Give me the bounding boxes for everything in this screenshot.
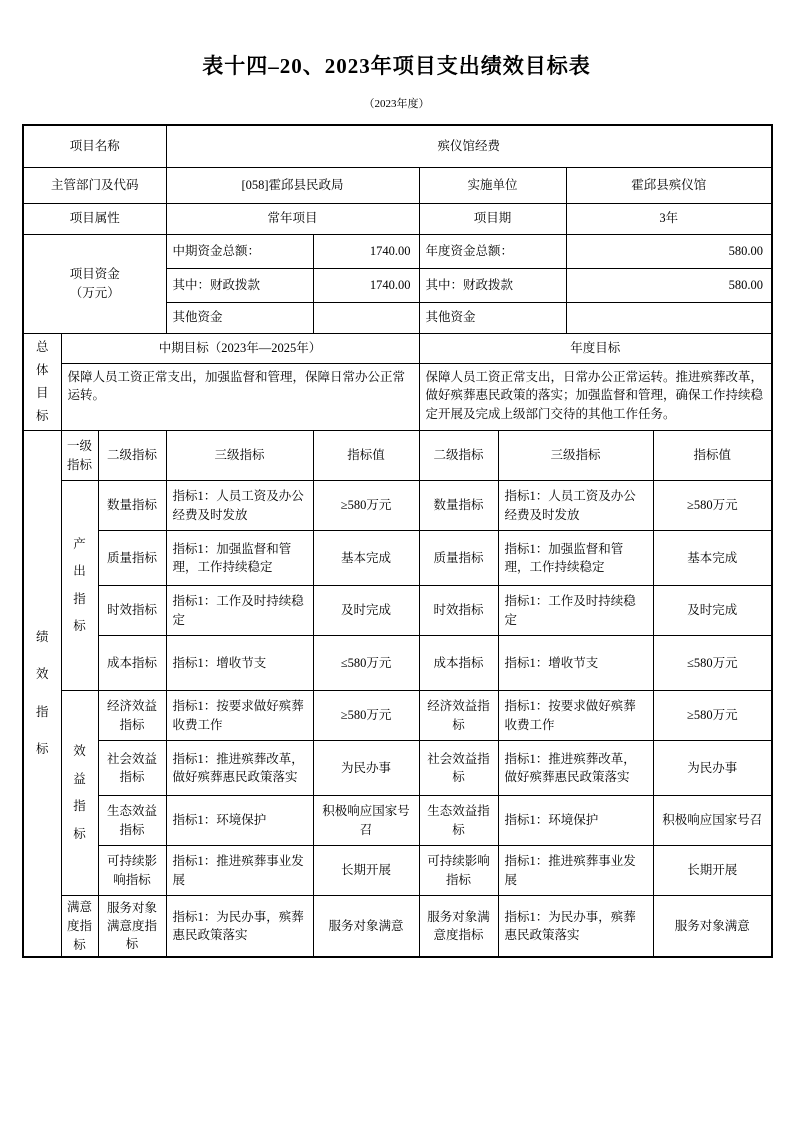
mid-goal-text: 保障人员工资正常支出，加强监督和管理，保障日常办公正常运转。: [61, 364, 419, 431]
mid-other-value: [313, 302, 419, 333]
overall-goal-label: 总体目标: [23, 333, 61, 431]
ind-r2: 生态效益指标: [419, 796, 498, 846]
page-title: 表十四–20、2023年项目支出绩效目标表: [202, 54, 591, 78]
ind-rvalue: 积极响应国家号召: [653, 796, 772, 846]
project-attribute-value: 常年项目: [166, 203, 419, 234]
annual-fiscal-value: 580.00: [566, 268, 772, 302]
level1-output: 产出指标: [61, 481, 98, 691]
ind-l3: 指标1：为民办事，殡葬惠民政策落实: [166, 896, 313, 958]
ind-value: 服务对象满意: [313, 896, 419, 958]
performance-target-table: [22, 124, 773, 958]
ind-r2: 服务对象满意度指标: [419, 896, 498, 958]
ind-l3: 指标1：按要求做好殡葬收费工作: [166, 691, 313, 741]
mid-total-value: 1740.00: [313, 234, 419, 268]
ind-rvalue: 长期开展: [653, 846, 772, 896]
ind-l2: 可持续影响指标: [98, 846, 166, 896]
level1-satisfaction: 满意度指标: [61, 896, 98, 958]
ind-r2: 经济效益指标: [419, 691, 498, 741]
ind-r2: 时效指标: [419, 586, 498, 636]
annual-goal-text: 保障人员工资正常支出，日常办公正常运转。推进殡葬改革，做好殡葬惠民政策的落实；加强监督和管理，确保工作持续稳定开展及完成上级部门交待的其他工作任务。: [419, 364, 772, 431]
ind-l2: 质量指标: [98, 531, 166, 586]
perf-header-level2-left: 二级指标: [98, 431, 166, 481]
mid-goal-header: 中期目标（2023年—2025年）: [61, 333, 419, 364]
ind-value: 及时完成: [313, 586, 419, 636]
dept-code-label: 主管部门及代码: [23, 167, 166, 203]
ind-rvalue: 服务对象满意: [653, 896, 772, 958]
ind-l2: 数量指标: [98, 481, 166, 531]
annual-fiscal-label: 其中：财政拨款: [419, 268, 566, 302]
ind-l3: 指标1：推进殡葬改革，做好殡葬惠民政策落实: [166, 741, 313, 796]
dept-code-value: [058]霍邱县民政局: [166, 167, 419, 203]
mid-fiscal-label: 其中：财政拨款: [166, 268, 313, 302]
ind-r3: 指标1：推进殡葬改革，做好殡葬惠民政策落实: [498, 741, 653, 796]
perf-header-value-right: 指标值: [653, 431, 772, 481]
ind-r3: 指标1：增收节支: [498, 636, 653, 691]
page-subtitle: （2023年度）: [363, 98, 430, 110]
ind-r2: 社会效益指标: [419, 741, 498, 796]
ind-r2: 可持续影响指标: [419, 846, 498, 896]
funds-label: [23, 234, 166, 333]
ind-r2: 成本指标: [419, 636, 498, 691]
impl-unit-value: 霍邱县殡仪馆: [566, 167, 772, 203]
ind-rvalue: 为民办事: [653, 741, 772, 796]
ind-l3: 指标1：推进殡葬事业发展: [166, 846, 313, 896]
annual-total-label: 年度资金总额：: [419, 234, 566, 268]
ind-rvalue: ≥580万元: [653, 691, 772, 741]
annual-total-value: 580.00: [566, 234, 772, 268]
ind-r3: 指标1：按要求做好殡葬收费工作: [498, 691, 653, 741]
ind-r2: 质量指标: [419, 531, 498, 586]
ind-value: ≥580万元: [313, 691, 419, 741]
ind-l2: 社会效益指标: [98, 741, 166, 796]
ind-r3: 指标1：加强监督和管理，工作持续稳定: [498, 531, 653, 586]
mid-fiscal-value: 1740.00: [313, 268, 419, 302]
mid-other-label: 其他资金: [166, 302, 313, 333]
ind-l2: 成本指标: [98, 636, 166, 691]
ind-l3: 指标1：工作及时持续稳定: [166, 586, 313, 636]
ind-l2: 生态效益指标: [98, 796, 166, 846]
ind-value: 为民办事: [313, 741, 419, 796]
ind-value: 积极响应国家号召: [313, 796, 419, 846]
ind-l2: 时效指标: [98, 586, 166, 636]
ind-value: 长期开展: [313, 846, 419, 896]
project-attribute-label: 项目属性: [23, 203, 166, 234]
ind-rvalue: 及时完成: [653, 586, 772, 636]
ind-l3: 指标1：人员工资及办公经费及时发放: [166, 481, 313, 531]
funds-label-line1: 项目资金: [69, 267, 120, 282]
perf-header-level3-right: 三级指标: [498, 431, 653, 481]
annual-other-label: 其他资金: [419, 302, 566, 333]
ind-r3: 指标1：环境保护: [498, 796, 653, 846]
annual-other-value: [566, 302, 772, 333]
ind-l3: 指标1：环境保护: [166, 796, 313, 846]
ind-rvalue: ≤580万元: [653, 636, 772, 691]
funds-label-line2: （万元）: [69, 285, 120, 300]
mid-total-label: 中期资金总额：: [166, 234, 313, 268]
project-period-label: 项目期: [419, 203, 566, 234]
perf-header-value-left: 指标值: [313, 431, 419, 481]
ind-rvalue: 基本完成: [653, 531, 772, 586]
impl-unit-label: 实施单位: [419, 167, 566, 203]
ind-l2: 服务对象满意度指标: [98, 896, 166, 958]
project-name-label: 项目名称: [23, 125, 166, 167]
perf-header-level3-left: 三级指标: [166, 431, 313, 481]
ind-value: 基本完成: [313, 531, 419, 586]
ind-r3: 指标1：工作及时持续稳定: [498, 586, 653, 636]
ind-r3: 指标1：为民办事，殡葬惠民政策落实: [498, 896, 653, 958]
ind-value: ≤580万元: [313, 636, 419, 691]
ind-r3: 指标1：人员工资及办公经费及时发放: [498, 481, 653, 531]
level1-benefit: 效益指标: [61, 691, 98, 896]
perf-label: 绩效指标: [23, 431, 61, 958]
perf-header-level1: 一级指标: [61, 431, 98, 481]
project-name-value: 殡仪馆经费: [166, 125, 772, 167]
ind-r3: 指标1：推进殡葬事业发展: [498, 846, 653, 896]
project-period-value: 3年: [566, 203, 772, 234]
annual-goal-header: 年度目标: [419, 333, 772, 364]
ind-rvalue: ≥580万元: [653, 481, 772, 531]
perf-header-level2-right: 二级指标: [419, 431, 498, 481]
ind-l3: 指标1：增收节支: [166, 636, 313, 691]
ind-l3: 指标1：加强监督和管理，工作持续稳定: [166, 531, 313, 586]
ind-r2: 数量指标: [419, 481, 498, 531]
ind-l2: 经济效益指标: [98, 691, 166, 741]
ind-value: ≥580万元: [313, 481, 419, 531]
